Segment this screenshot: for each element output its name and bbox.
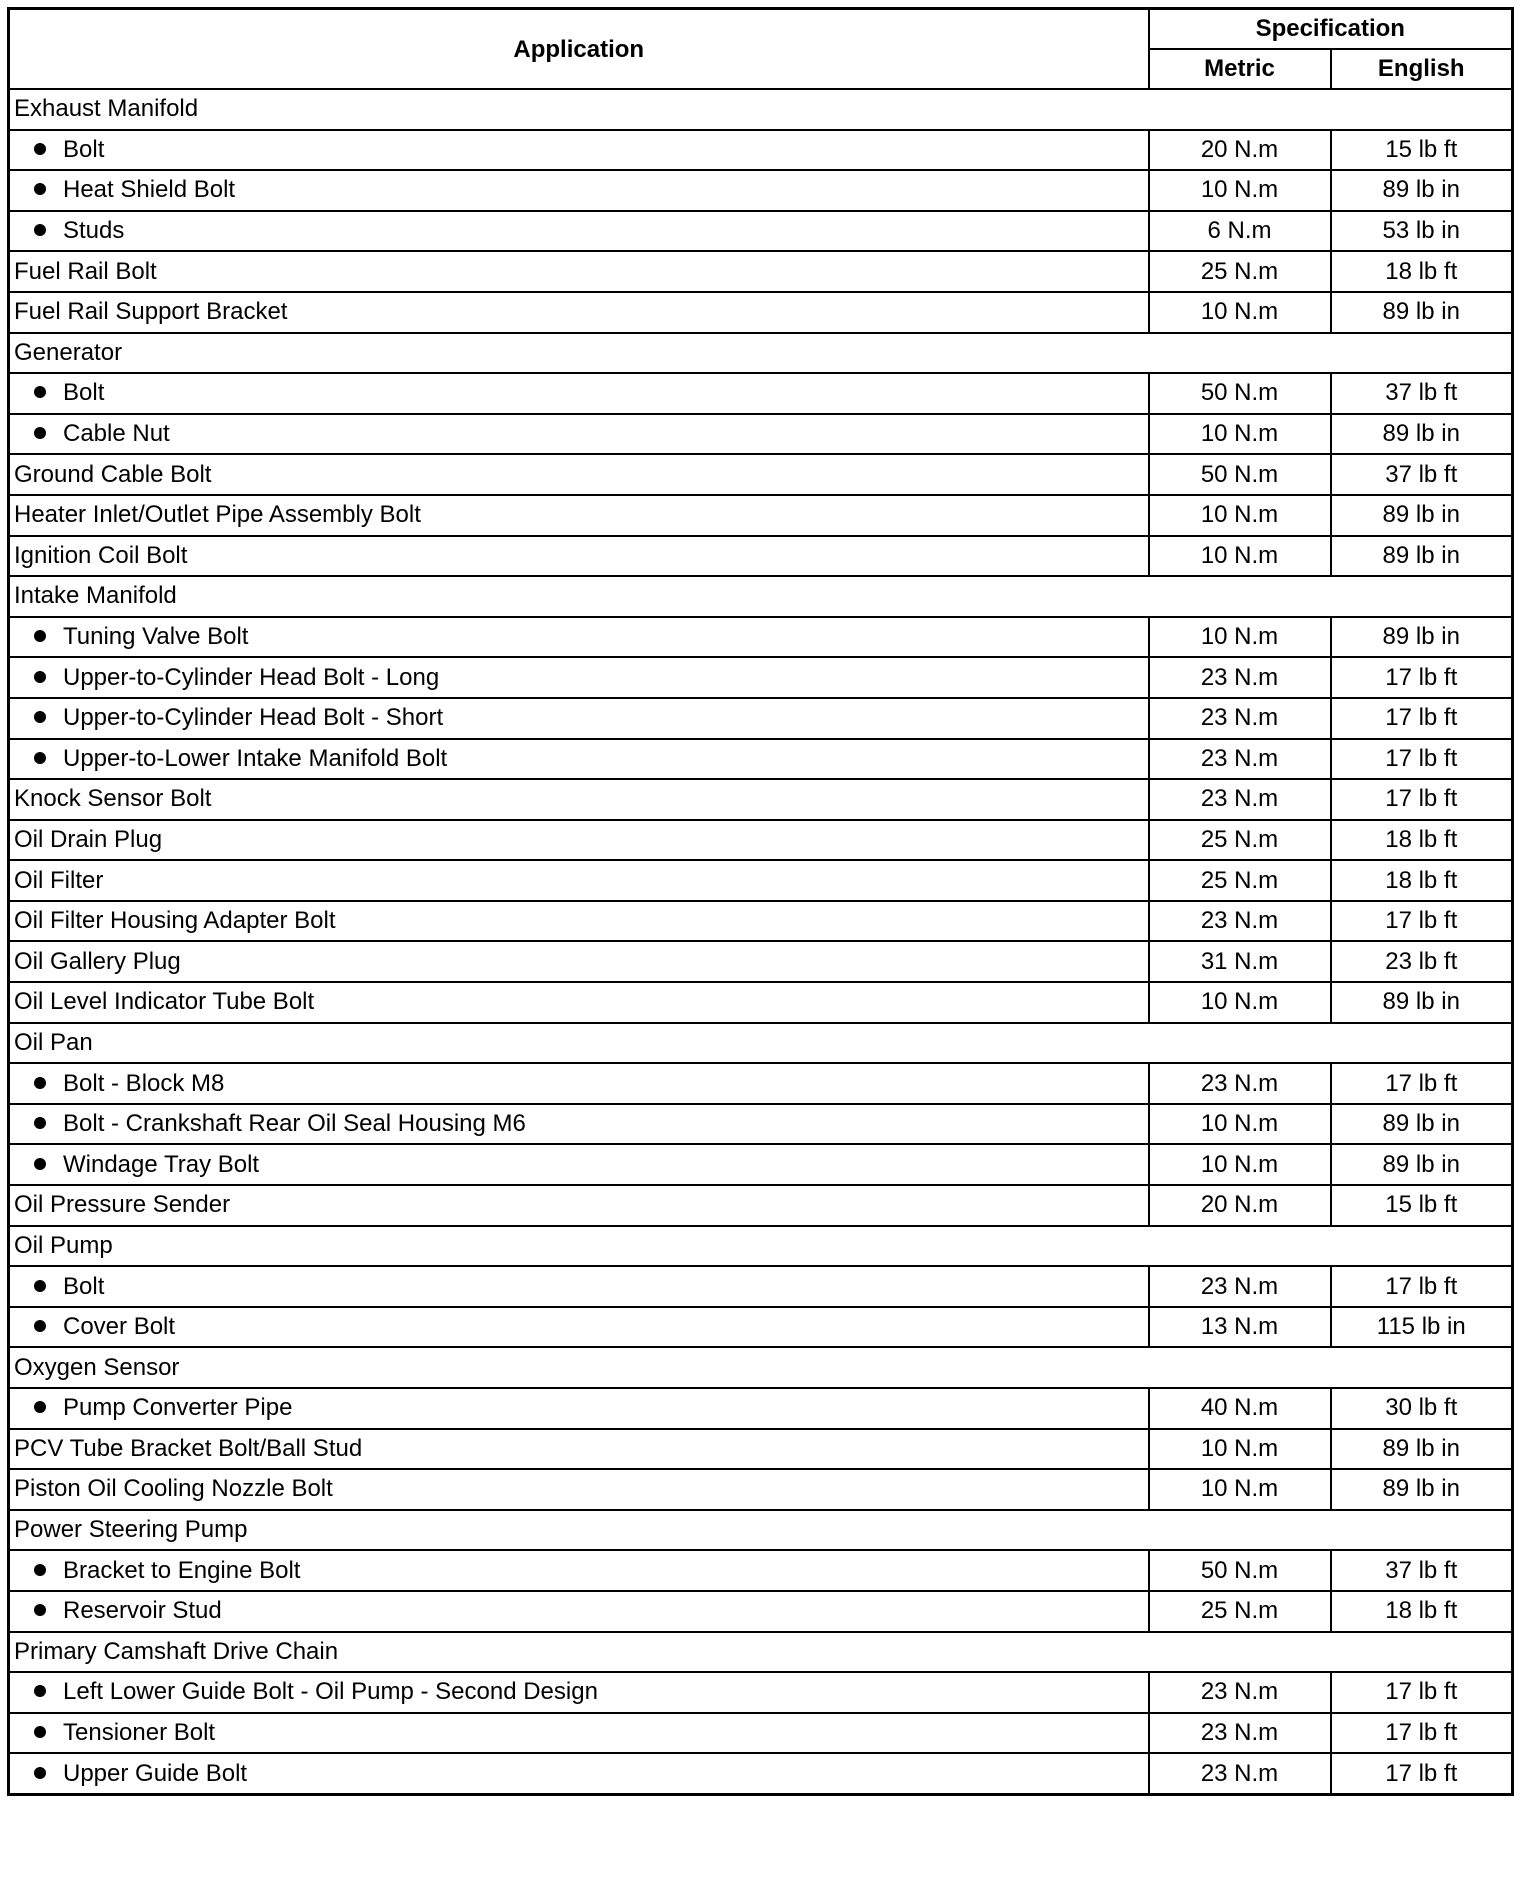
table-row bbox=[9, 1144, 1513, 1185]
table-row bbox=[9, 292, 1513, 333]
application-label: Bolt bbox=[63, 135, 105, 163]
english-value: 17 lb ft bbox=[1331, 698, 1513, 739]
english-value: 115 lb in bbox=[1331, 1307, 1513, 1348]
metric-value: 10 N.m bbox=[1149, 495, 1331, 536]
application-cell bbox=[9, 414, 1149, 455]
table-row bbox=[9, 1185, 1513, 1226]
application-label: Fuel Rail Support Bracket bbox=[14, 298, 288, 326]
application-cell bbox=[9, 170, 1149, 211]
bullet-icon bbox=[34, 1320, 46, 1332]
application-cell bbox=[9, 1185, 1149, 1226]
english-header: English bbox=[1331, 49, 1513, 89]
english-value: 89 lb in bbox=[1331, 495, 1513, 536]
bullet-icon bbox=[34, 671, 46, 683]
application-cell bbox=[9, 1550, 1149, 1591]
english-value: 17 lb ft bbox=[1331, 1266, 1513, 1307]
table-group-row bbox=[9, 1226, 1513, 1267]
metric-value: 25 N.m bbox=[1149, 251, 1331, 292]
english-value: 89 lb in bbox=[1331, 617, 1513, 658]
metric-value: 23 N.m bbox=[1149, 901, 1331, 942]
bullet-icon bbox=[34, 427, 46, 439]
application-label: Tuning Valve Bolt bbox=[63, 623, 249, 651]
application-label: Oil Drain Plug bbox=[14, 825, 163, 853]
english-value: 30 lb ft bbox=[1331, 1388, 1513, 1429]
application-label: Upper Guide Bolt bbox=[63, 1759, 248, 1787]
table-row bbox=[9, 1753, 1513, 1794]
metric-value: 20 N.m bbox=[1149, 1185, 1331, 1226]
english-value: 17 lb ft bbox=[1331, 739, 1513, 780]
metric-value: 10 N.m bbox=[1149, 1429, 1331, 1470]
english-value: 17 lb ft bbox=[1331, 1063, 1513, 1104]
english-value: 18 lb ft bbox=[1331, 1591, 1513, 1632]
metric-value: 10 N.m bbox=[1149, 982, 1331, 1023]
table-row bbox=[9, 617, 1513, 658]
english-value: 37 lb ft bbox=[1331, 1550, 1513, 1591]
english-value: 53 lb in bbox=[1331, 211, 1513, 252]
metric-value: 25 N.m bbox=[1149, 1591, 1331, 1632]
application-cell bbox=[9, 1713, 1149, 1754]
bullet-icon bbox=[34, 183, 46, 195]
application-label: Studs bbox=[63, 217, 125, 245]
metric-value: 10 N.m bbox=[1149, 292, 1331, 333]
application-label: Windage Tray Bolt bbox=[63, 1150, 260, 1178]
english-value: 17 lb ft bbox=[1331, 901, 1513, 942]
english-value: 89 lb in bbox=[1331, 1144, 1513, 1185]
table-row bbox=[9, 1104, 1513, 1145]
table-row bbox=[9, 1266, 1513, 1307]
table-row bbox=[9, 820, 1513, 861]
application-cell bbox=[9, 495, 1149, 536]
metric-value: 25 N.m bbox=[1149, 820, 1331, 861]
metric-value: 25 N.m bbox=[1149, 860, 1331, 901]
metric-value: 23 N.m bbox=[1149, 1713, 1331, 1754]
table-row bbox=[9, 414, 1513, 455]
application-label: Oil Filter Housing Adapter Bolt bbox=[14, 907, 336, 935]
application-cell bbox=[9, 1753, 1149, 1794]
table-row bbox=[9, 1591, 1513, 1632]
application-label: Bolt bbox=[63, 1272, 105, 1300]
application-label: Bolt - Block M8 bbox=[63, 1069, 225, 1097]
application-label: Cover Bolt bbox=[63, 1313, 176, 1341]
metric-value: 13 N.m bbox=[1149, 1307, 1331, 1348]
application-label: Cable Nut bbox=[63, 420, 170, 448]
metric-value: 50 N.m bbox=[1149, 454, 1331, 495]
metric-value: 10 N.m bbox=[1149, 414, 1331, 455]
application-cell bbox=[9, 698, 1149, 739]
table-row bbox=[9, 982, 1513, 1023]
table-group-row bbox=[9, 1347, 1513, 1388]
english-value: 23 lb ft bbox=[1331, 941, 1513, 982]
metric-value: 23 N.m bbox=[1149, 779, 1331, 820]
application-label: Pump Converter Pipe bbox=[63, 1394, 293, 1422]
english-value: 89 lb in bbox=[1331, 414, 1513, 455]
table-group-row bbox=[9, 89, 1513, 130]
metric-value: 50 N.m bbox=[1149, 1550, 1331, 1591]
application-header: Application bbox=[9, 9, 1149, 90]
english-value: 17 lb ft bbox=[1331, 779, 1513, 820]
application-cell bbox=[9, 1591, 1149, 1632]
english-value: 18 lb ft bbox=[1331, 820, 1513, 861]
metric-value: 31 N.m bbox=[1149, 941, 1331, 982]
application-cell bbox=[9, 657, 1149, 698]
table-row bbox=[9, 170, 1513, 211]
table-row bbox=[9, 698, 1513, 739]
application-label: Reservoir Stud bbox=[63, 1597, 222, 1625]
english-value: 17 lb ft bbox=[1331, 1713, 1513, 1754]
application-cell bbox=[9, 130, 1149, 171]
metric-value: 10 N.m bbox=[1149, 1469, 1331, 1510]
metric-value: 23 N.m bbox=[1149, 657, 1331, 698]
english-value: 89 lb in bbox=[1331, 1469, 1513, 1510]
application-cell bbox=[9, 1266, 1149, 1307]
group-label: Exhaust Manifold bbox=[9, 89, 1513, 130]
bullet-icon bbox=[34, 1726, 46, 1738]
application-cell bbox=[9, 820, 1149, 861]
table-row bbox=[9, 130, 1513, 171]
application-label: Piston Oil Cooling Nozzle Bolt bbox=[14, 1475, 333, 1503]
application-cell bbox=[9, 1672, 1149, 1713]
metric-value: 23 N.m bbox=[1149, 698, 1331, 739]
bullet-icon bbox=[34, 1117, 46, 1129]
table-row bbox=[9, 779, 1513, 820]
metric-value: 6 N.m bbox=[1149, 211, 1331, 252]
application-cell bbox=[9, 901, 1149, 942]
application-label: Heater Inlet/Outlet Pipe Assembly Bolt bbox=[14, 501, 421, 529]
metric-value: 23 N.m bbox=[1149, 1672, 1331, 1713]
application-cell bbox=[9, 779, 1149, 820]
application-label: Upper-to-Cylinder Head Bolt - Long bbox=[63, 663, 440, 691]
english-value: 89 lb in bbox=[1331, 982, 1513, 1023]
specification-header: Specification bbox=[1149, 9, 1513, 50]
table-row bbox=[9, 1388, 1513, 1429]
english-value: 18 lb ft bbox=[1331, 860, 1513, 901]
english-value: 15 lb ft bbox=[1331, 1185, 1513, 1226]
group-label: Oil Pan bbox=[9, 1023, 1513, 1064]
english-value: 17 lb ft bbox=[1331, 657, 1513, 698]
application-label: PCV Tube Bracket Bolt/Ball Stud bbox=[14, 1434, 363, 1462]
table-row bbox=[9, 211, 1513, 252]
table-row bbox=[9, 1550, 1513, 1591]
english-value: 89 lb in bbox=[1331, 1429, 1513, 1470]
bullet-icon bbox=[34, 711, 46, 723]
application-cell bbox=[9, 860, 1149, 901]
group-label: Oil Pump bbox=[9, 1226, 1513, 1267]
application-label: Ignition Coil Bolt bbox=[14, 541, 188, 569]
application-cell bbox=[9, 1144, 1149, 1185]
bullet-icon bbox=[34, 1401, 46, 1413]
bullet-icon bbox=[34, 1564, 46, 1576]
table-row bbox=[9, 1469, 1513, 1510]
table-row bbox=[9, 1672, 1513, 1713]
bullet-icon bbox=[34, 1685, 46, 1697]
torque-spec-table bbox=[7, 7, 1514, 1796]
bullet-icon bbox=[34, 1077, 46, 1089]
table-group-row bbox=[9, 1023, 1513, 1064]
application-cell bbox=[9, 373, 1149, 414]
english-value: 37 lb ft bbox=[1331, 373, 1513, 414]
table-row bbox=[9, 1307, 1513, 1348]
table-group-row bbox=[9, 576, 1513, 617]
group-label: Power Steering Pump bbox=[9, 1510, 1513, 1551]
metric-value: 50 N.m bbox=[1149, 373, 1331, 414]
metric-value: 23 N.m bbox=[1149, 1266, 1331, 1307]
bullet-icon bbox=[34, 143, 46, 155]
application-label: Oil Level Indicator Tube Bolt bbox=[14, 988, 315, 1016]
application-label: Upper-to-Cylinder Head Bolt - Short bbox=[63, 704, 444, 732]
metric-value: 23 N.m bbox=[1149, 1753, 1331, 1794]
table-row bbox=[9, 901, 1513, 942]
metric-value: 10 N.m bbox=[1149, 1144, 1331, 1185]
bullet-icon bbox=[34, 1604, 46, 1616]
application-label: Heat Shield Bolt bbox=[63, 176, 236, 204]
application-label: Fuel Rail Bolt bbox=[14, 257, 157, 285]
group-label: Generator bbox=[9, 333, 1513, 374]
group-label: Intake Manifold bbox=[9, 576, 1513, 617]
bullet-icon bbox=[34, 630, 46, 642]
application-label: Bolt bbox=[63, 379, 105, 407]
bullet-icon bbox=[34, 386, 46, 398]
application-cell bbox=[9, 1063, 1149, 1104]
application-label: Oil Pressure Sender bbox=[14, 1191, 231, 1219]
english-value: 17 lb ft bbox=[1331, 1753, 1513, 1794]
metric-value: 40 N.m bbox=[1149, 1388, 1331, 1429]
english-value: 89 lb in bbox=[1331, 536, 1513, 577]
application-label: Oil Gallery Plug bbox=[14, 947, 181, 975]
table-row bbox=[9, 739, 1513, 780]
english-value: 89 lb in bbox=[1331, 1104, 1513, 1145]
table-group-row bbox=[9, 1632, 1513, 1673]
application-label: Bolt - Crankshaft Rear Oil Seal Housing M6 bbox=[63, 1110, 526, 1138]
table-row bbox=[9, 495, 1513, 536]
table-row bbox=[9, 1063, 1513, 1104]
application-cell bbox=[9, 1307, 1149, 1348]
bullet-icon bbox=[34, 1280, 46, 1292]
application-cell bbox=[9, 251, 1149, 292]
table-group-row bbox=[9, 1510, 1513, 1551]
english-value: 37 lb ft bbox=[1331, 454, 1513, 495]
metric-value: 10 N.m bbox=[1149, 536, 1331, 577]
metric-value: 23 N.m bbox=[1149, 1063, 1331, 1104]
bullet-icon bbox=[34, 752, 46, 764]
group-label: Oxygen Sensor bbox=[9, 1347, 1513, 1388]
application-label: Oil Filter bbox=[14, 866, 104, 894]
bullet-icon bbox=[34, 1767, 46, 1779]
application-label: Bracket to Engine Bolt bbox=[63, 1556, 301, 1584]
application-cell bbox=[9, 941, 1149, 982]
english-value: 89 lb in bbox=[1331, 292, 1513, 333]
application-label: Upper-to-Lower Intake Manifold Bolt bbox=[63, 744, 448, 772]
english-value: 18 lb ft bbox=[1331, 251, 1513, 292]
metric-value: 20 N.m bbox=[1149, 130, 1331, 171]
english-value: 17 lb ft bbox=[1331, 1672, 1513, 1713]
group-label: Primary Camshaft Drive Chain bbox=[9, 1632, 1513, 1673]
application-cell bbox=[9, 1429, 1149, 1470]
application-label: Ground Cable Bolt bbox=[14, 460, 212, 488]
table-row bbox=[9, 454, 1513, 495]
metric-header: Metric bbox=[1149, 49, 1331, 89]
application-cell bbox=[9, 739, 1149, 780]
table-row bbox=[9, 1429, 1513, 1470]
english-value: 89 lb in bbox=[1331, 170, 1513, 211]
metric-value: 23 N.m bbox=[1149, 739, 1331, 780]
application-cell bbox=[9, 454, 1149, 495]
application-cell bbox=[9, 536, 1149, 577]
application-cell bbox=[9, 617, 1149, 658]
english-value: 15 lb ft bbox=[1331, 130, 1513, 171]
table-row bbox=[9, 860, 1513, 901]
application-cell bbox=[9, 292, 1149, 333]
table-row bbox=[9, 1713, 1513, 1754]
bullet-icon bbox=[34, 224, 46, 236]
application-cell bbox=[9, 211, 1149, 252]
application-label: Knock Sensor Bolt bbox=[14, 785, 212, 813]
table-row bbox=[9, 251, 1513, 292]
application-cell bbox=[9, 1104, 1149, 1145]
table-row bbox=[9, 536, 1513, 577]
table-body bbox=[9, 89, 1513, 1794]
application-cell bbox=[9, 1469, 1149, 1510]
table-row bbox=[9, 941, 1513, 982]
table-group-row bbox=[9, 333, 1513, 374]
application-label: Left Lower Guide Bolt - Oil Pump - Second Design bbox=[63, 1678, 598, 1706]
metric-value: 10 N.m bbox=[1149, 1104, 1331, 1145]
application-cell bbox=[9, 982, 1149, 1023]
bullet-icon bbox=[34, 1158, 46, 1170]
metric-value: 10 N.m bbox=[1149, 170, 1331, 211]
table-row bbox=[9, 373, 1513, 414]
metric-value: 10 N.m bbox=[1149, 617, 1331, 658]
application-cell bbox=[9, 1388, 1149, 1429]
application-label: Tensioner Bolt bbox=[63, 1719, 216, 1747]
table-row bbox=[9, 657, 1513, 698]
